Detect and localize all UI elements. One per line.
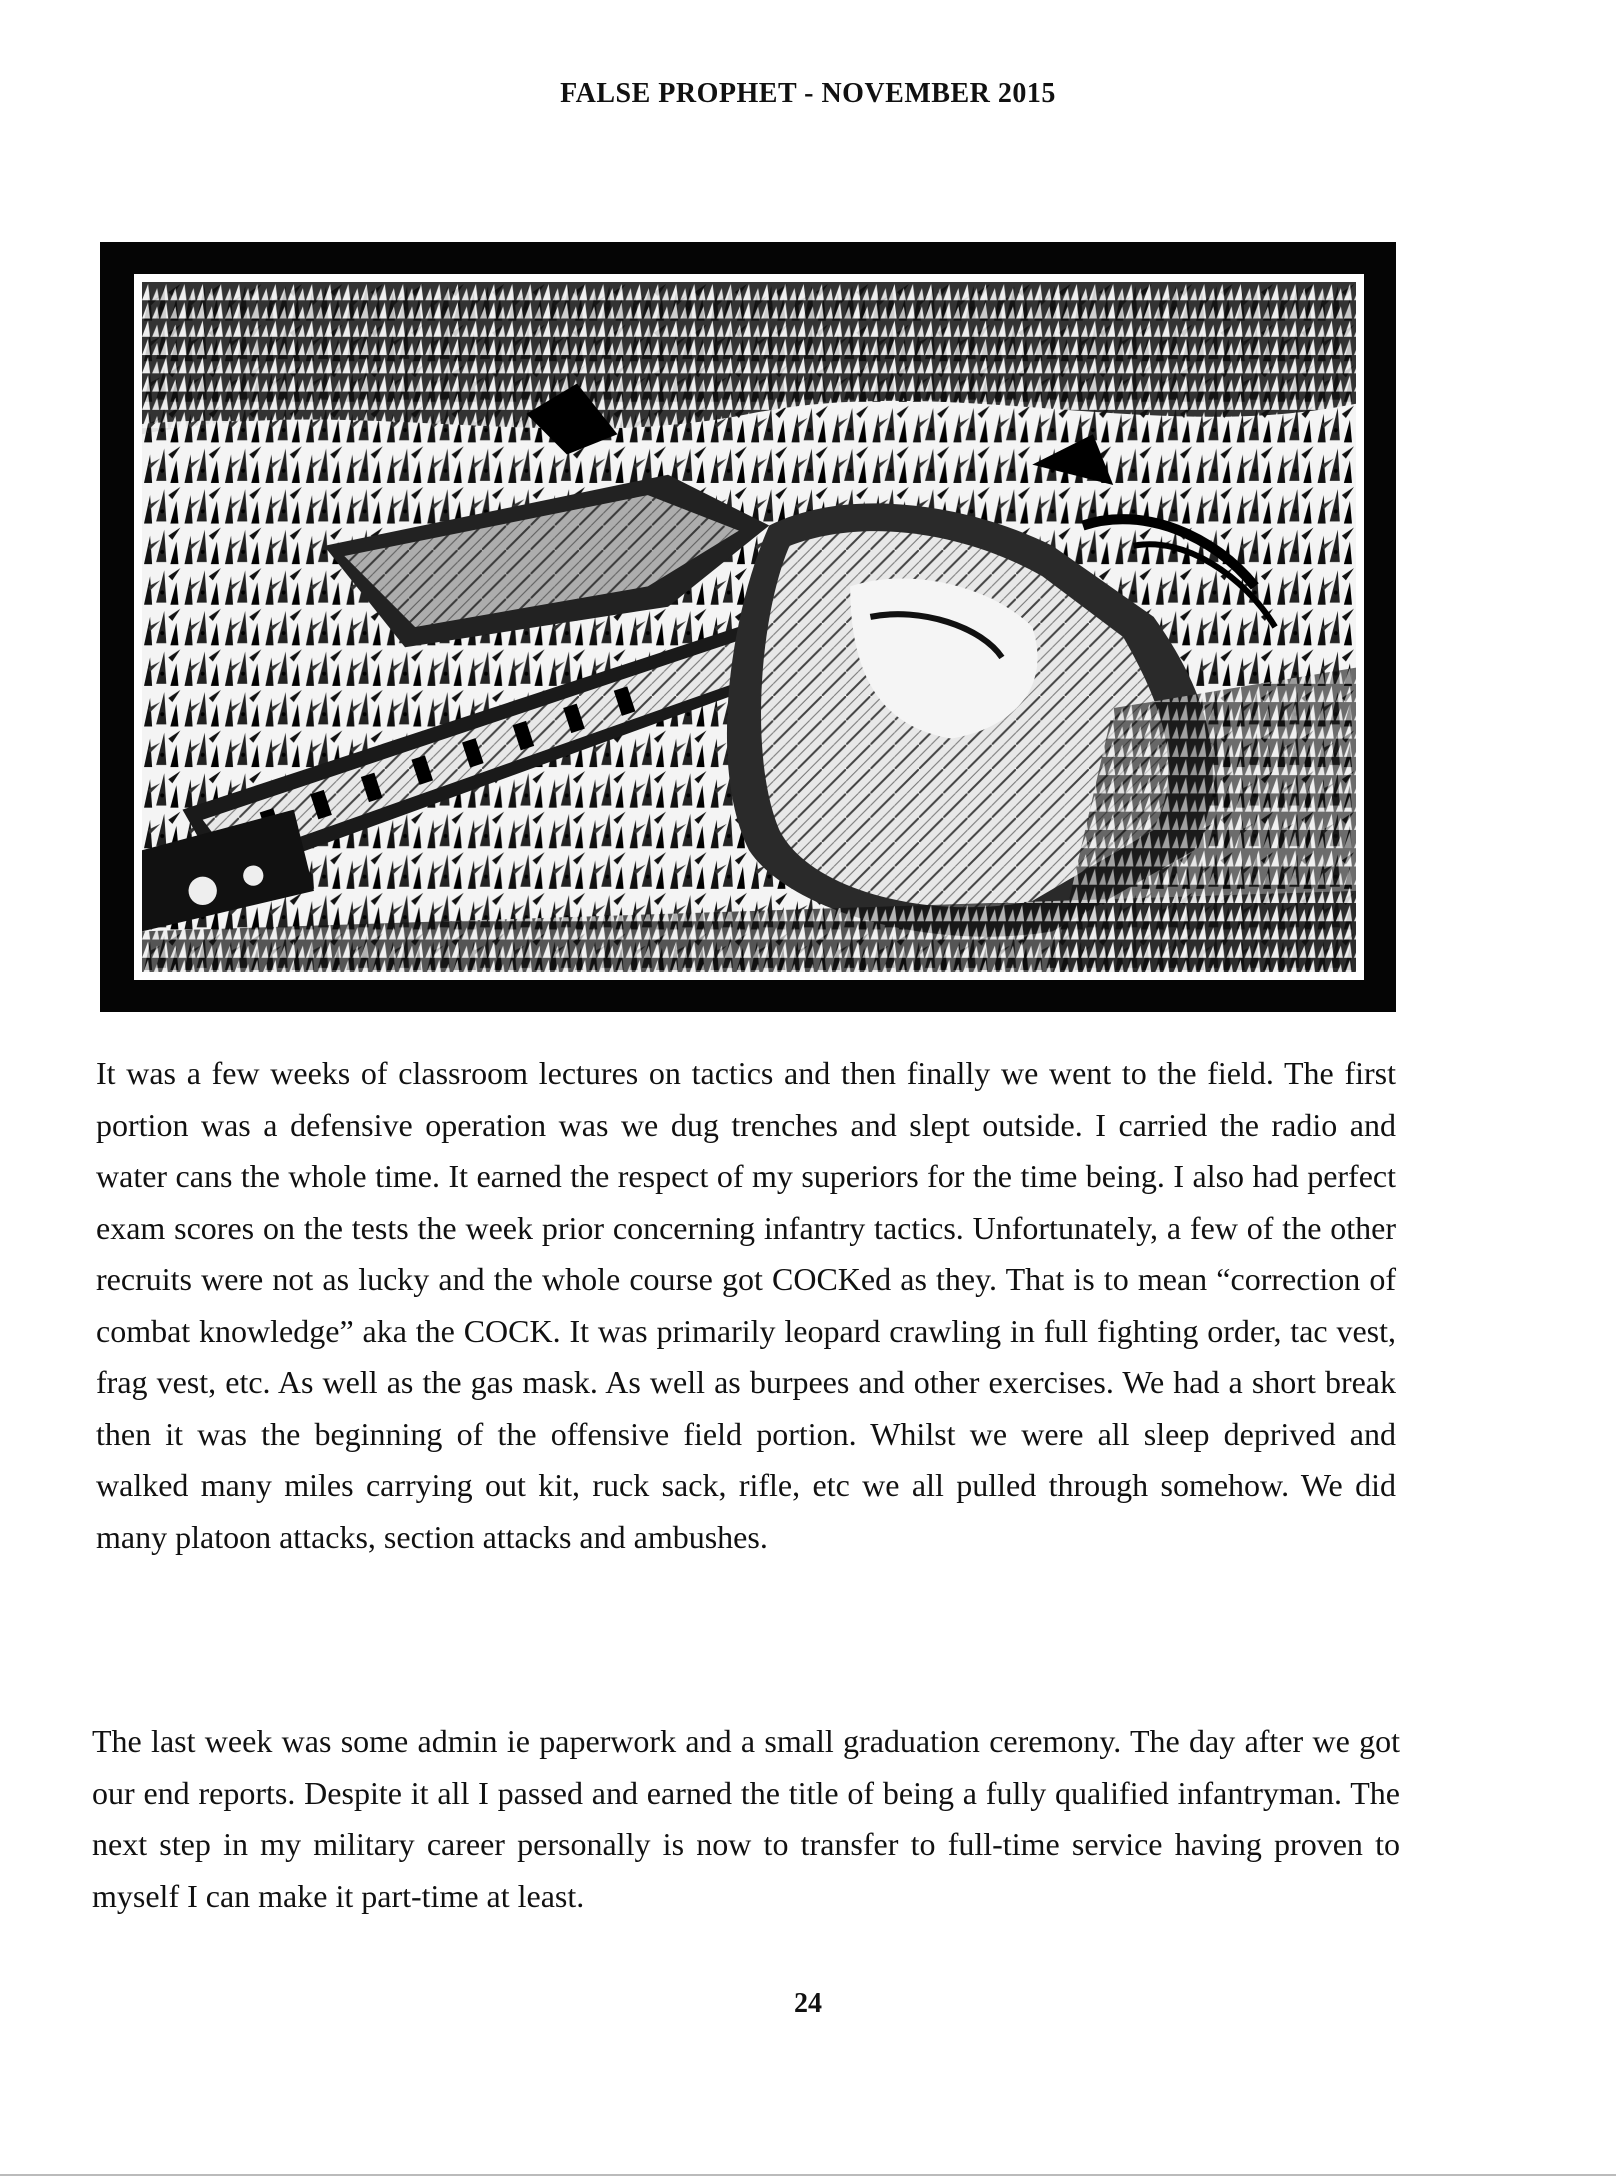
body-paragraph-1: It was a few weeks of classroom lectures on tactics and then finally we went to the field. The first portion was a defensive operation was we dug trenches and slept outside. I carried the radio and water cans the whole time. It earned the respect of my superiors for the time being. I also had perfect exam scores on the tests the week prior concerning infantry tactics. Unfortunately, a few of the other recruits were not as lucky and the whole course got COCKed as they. That is to mean “correction of combat knowledge” aka the COCK. It was primarily leopard crawling in full fighting order, tac vest, frag vest, etc. As well as the gas mask. As well as burpees and other exercises. We had a short break then it was the beginning of the offensive field portion. Whilst we were all sleep deprived and walked many miles carrying out kit, ruck sack, rifle, etc we all pulled through somehow. We did many platoon attacks, section attacks and ambushes. xyxy=(96,1055,1396,1555)
body-paragraph-2: The last week was some admin ie paperwork and a small graduation ceremony. The day after we got our end reports. Despite it all I passed and earned the title of being a fully qualified infantryman. The next step in my military career personally is now to transfer to full-time service having proven to myself I can make it part-time at least. xyxy=(92,1723,1400,1914)
footer-divider xyxy=(0,2174,1616,2176)
photo-mat xyxy=(134,274,1364,980)
photograph xyxy=(142,282,1356,972)
page-number: 24 xyxy=(794,1988,822,2019)
photo-frame xyxy=(100,242,1396,1012)
photograph-soldier-in-grass-icon xyxy=(142,282,1356,972)
page-header-title: FALSE PROPHET - NOVEMBER 2015 xyxy=(560,78,1056,109)
